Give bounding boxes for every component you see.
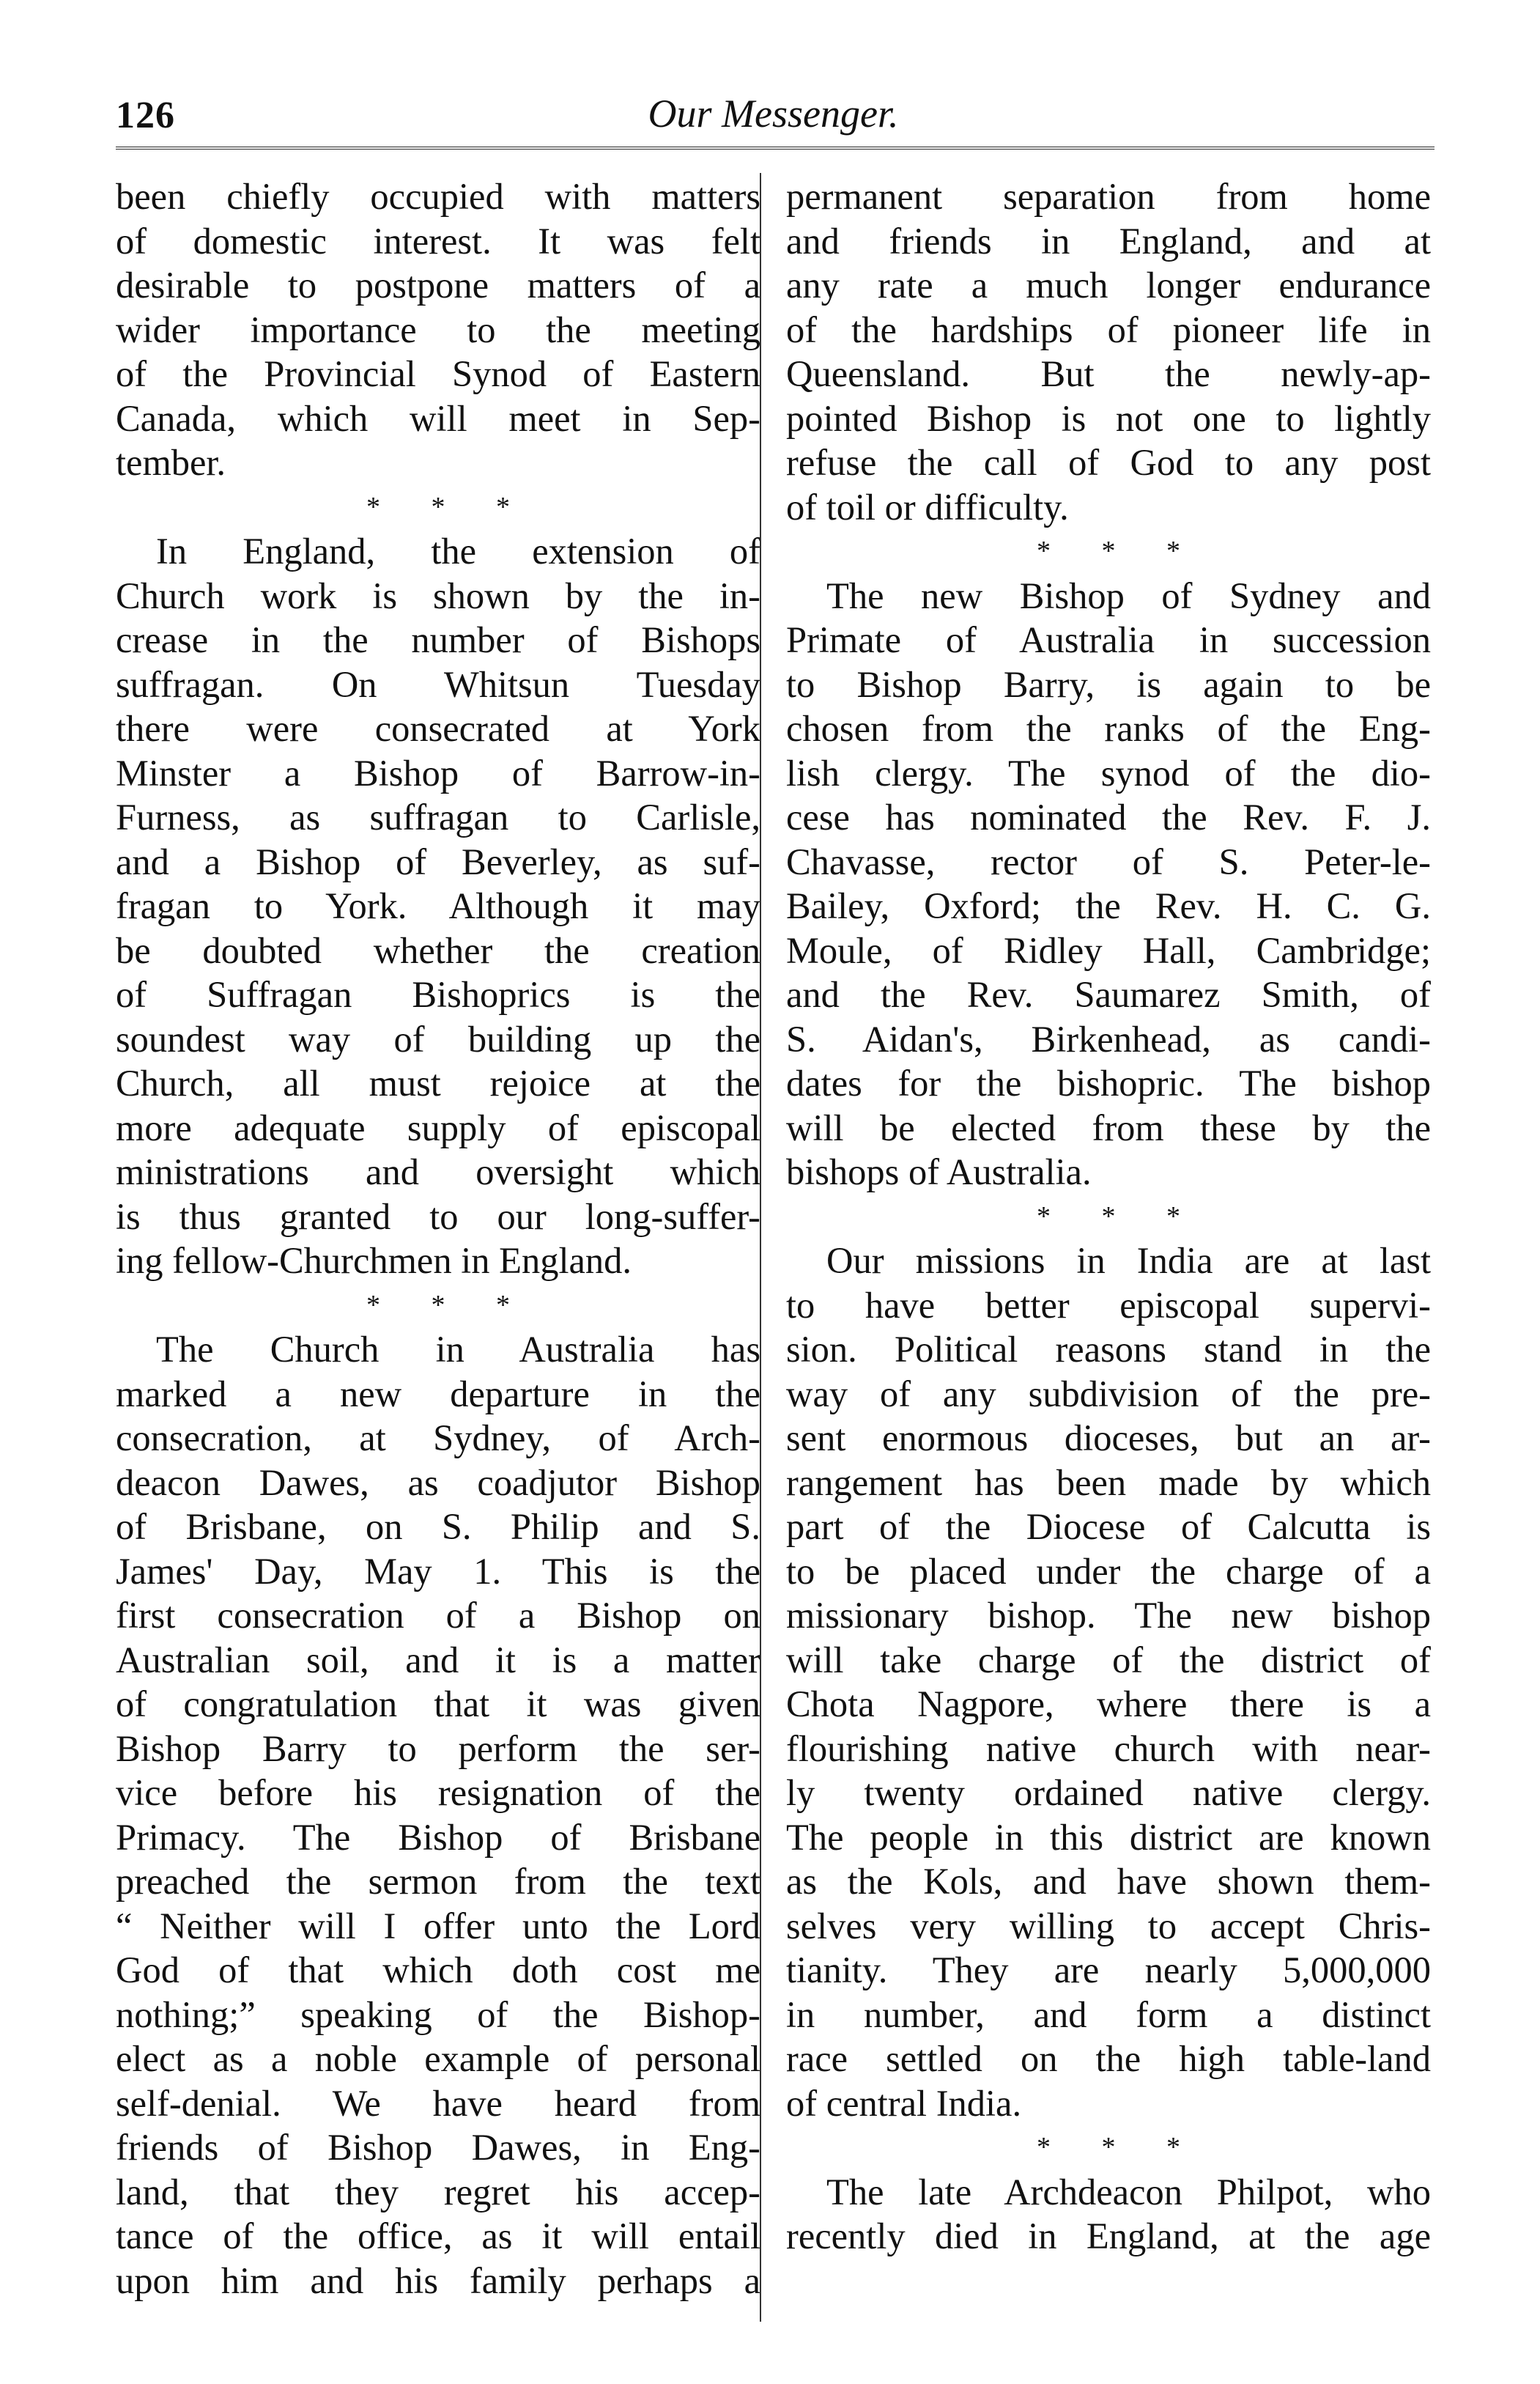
text-line: lish clergy. The synod of the dio- [786,752,1431,794]
text-line: dates for the bishopric. The bishop [786,1063,1431,1104]
text-line: to have better episcopal supervi- [786,1284,1431,1326]
text-line: ly twenty ordained native clergy. [786,1772,1431,1813]
text-line: will be elected from these by the [786,1107,1431,1148]
page-number: 126 [116,95,175,136]
text-line: The late Archdeacon Philpot, who [826,2171,1431,2213]
text-line: Chavasse, rector of S. Peter-le- [786,841,1431,882]
text-line: marked a new departure in the [116,1373,760,1414]
text-line: of toil or difficulty. [786,486,1069,528]
text-line: nothing;” speaking of the Bishop- [116,1993,760,2035]
text-line: soundest way of building up the [116,1018,760,1060]
text-line: The people in this district are known [786,1816,1431,1858]
text-line: Canada, which will meet in Sep- [116,397,760,439]
text-line: chosen from the ranks of the Eng- [786,708,1431,749]
text-line: refuse the call of God to any post [786,442,1431,483]
text-line: James' Day, May 1. This is the [116,1550,760,1592]
text-line: of Suffragan Bishoprics is the [116,974,760,1015]
text-line: in number, and form a distinct [786,1993,1431,2035]
text-line: cese has nominated the Rev. F. J. [786,797,1431,838]
text-line: Church, all must rejoice at the [116,1063,760,1104]
text-line: Chota Nagpore, where there is a [786,1683,1431,1724]
text-line: sent enormous dioceses, but an ar- [786,1417,1431,1458]
text-line: ministrations and oversight which [116,1151,760,1192]
text-line: pointed Bishop is not one to lightly [786,397,1431,439]
section-separator: * * * [1037,2132,1202,2163]
text-line: and the Rev. Saumarez Smith, of [786,974,1431,1015]
text-line: of the hardships of pioneer life in [786,309,1431,350]
section-separator: * * * [366,491,532,523]
text-line: suffragan. On Whitsun Tuesday [116,663,760,705]
page-header [116,81,1431,147]
text-line: Furness, as suffragan to Carlisle, [116,797,760,838]
text-line: Bishop Barry to perform the ser- [116,1727,760,1769]
text-line: The new Bishop of Sydney and [826,575,1431,616]
text-line: part of the Diocese of Calcutta is [786,1506,1431,1547]
text-line: of central India. [786,2082,1022,2124]
text-line: vice before his resignation of the [116,1772,760,1813]
text-line: to Bishop Barry, is again to be [786,663,1431,705]
section-separator: * * * [1037,536,1202,567]
text-line: desirable to postpone matters of a [116,265,760,306]
text-line: elect as a noble example of personal [116,2038,760,2079]
section-separator: * * * [366,1289,532,1321]
text-line: rangement has been made by which [786,1461,1431,1503]
text-line: Moule, of Ridley Hall, Cambridge; [786,929,1431,971]
text-line: tance of the office, as it will entail [116,2215,760,2256]
text-line: missionary bishop. The new bishop [786,1595,1431,1636]
text-line: Bailey, Oxford; the Rev. H. C. G. [786,885,1431,926]
text-line: Primacy. The Bishop of Brisbane [116,1816,760,1858]
text-line: wider importance to the meeting [116,309,760,350]
text-line: and a Bishop of Beverley, as suf- [116,841,760,882]
running-title: Our Messenger. [648,92,899,136]
text-line: be doubted whether the creation [116,929,760,971]
column-divider [760,173,761,2322]
left-column [116,174,760,2303]
text-line: “ Neither will I offer unto the Lord [116,1905,760,1946]
text-line: crease in the number of Bishops [116,619,760,660]
text-line: sion. Political reasons stand in the [786,1329,1431,1370]
text-line: Australian soil, and it is a matter [116,1639,760,1680]
text-line: deacon Dawes, as coadjutor Bishop [116,1461,760,1503]
text-line: permanent separation from home [786,176,1431,217]
text-line: consecration, at Sydney, of Arch- [116,1417,760,1458]
text-line: tianity. They are nearly 5,000,000 [786,1949,1431,1990]
text-line: The Church in Australia has [156,1329,760,1370]
text-line: been chiefly occupied with matters [116,176,760,217]
text-line: and friends in England, and at [786,220,1431,262]
text-line: there were consecrated at York [116,708,760,749]
text-line: land, that they regret his accep- [116,2171,760,2213]
text-line: more adequate supply of episcopal [116,1107,760,1148]
header-rule [116,147,1435,150]
text-line: any rate a much longer endurance [786,265,1431,306]
text-line: as the Kols, and have shown them- [786,1861,1431,1902]
text-line: preached the sermon from the text [116,1861,760,1902]
text-line: of congratulation that it was given [116,1683,760,1724]
text-line: selves very willing to accept Chris- [786,1905,1431,1946]
text-line: bishops of Australia. [786,1151,1092,1192]
text-line: race settled on the high table-land [786,2038,1431,2079]
section-separator: * * * [1037,1200,1202,1232]
text-line: to be placed under the charge of a [786,1550,1431,1592]
text-line: self-denial. We have heard from [116,2082,760,2124]
right-column [786,174,1431,2259]
text-line: ing fellow-Churchmen in England. [116,1240,632,1281]
text-line: S. Aidan's, Birkenhead, as candi- [786,1018,1431,1060]
text-line: will take charge of the district of [786,1639,1431,1680]
text-line: first consecration of a Bishop on [116,1595,760,1636]
text-line: Our missions in India are at last [826,1240,1431,1281]
text-line: tember. [116,442,226,483]
text-line: Church work is shown by the in- [116,575,760,616]
text-line: upon him and his family perhaps a [116,2259,760,2301]
text-line: way of any subdivision of the pre- [786,1373,1431,1414]
text-line: of Brisbane, on S. Philip and S. [116,1506,760,1547]
text-line: Queensland. But the newly-ap- [786,353,1431,394]
text-line: In England, the extension of [156,531,760,572]
text-line: of domestic interest. It was felt [116,220,760,262]
text-line: Primate of Australia in succession [786,619,1431,660]
text-line: of the Provincial Synod of Eastern [116,353,760,394]
text-line: fragan to York. Although it may [116,885,760,926]
text-line: flourishing native church with near- [786,1727,1431,1769]
text-line: friends of Bishop Dawes, in Eng- [116,2127,760,2168]
text-line: God of that which doth cost me [116,1949,760,1990]
text-line: is thus granted to our long-suffer- [116,1195,760,1237]
text-line: recently died in England, at the age [786,2215,1431,2256]
text-line: Minster a Bishop of Barrow-in- [116,752,760,794]
